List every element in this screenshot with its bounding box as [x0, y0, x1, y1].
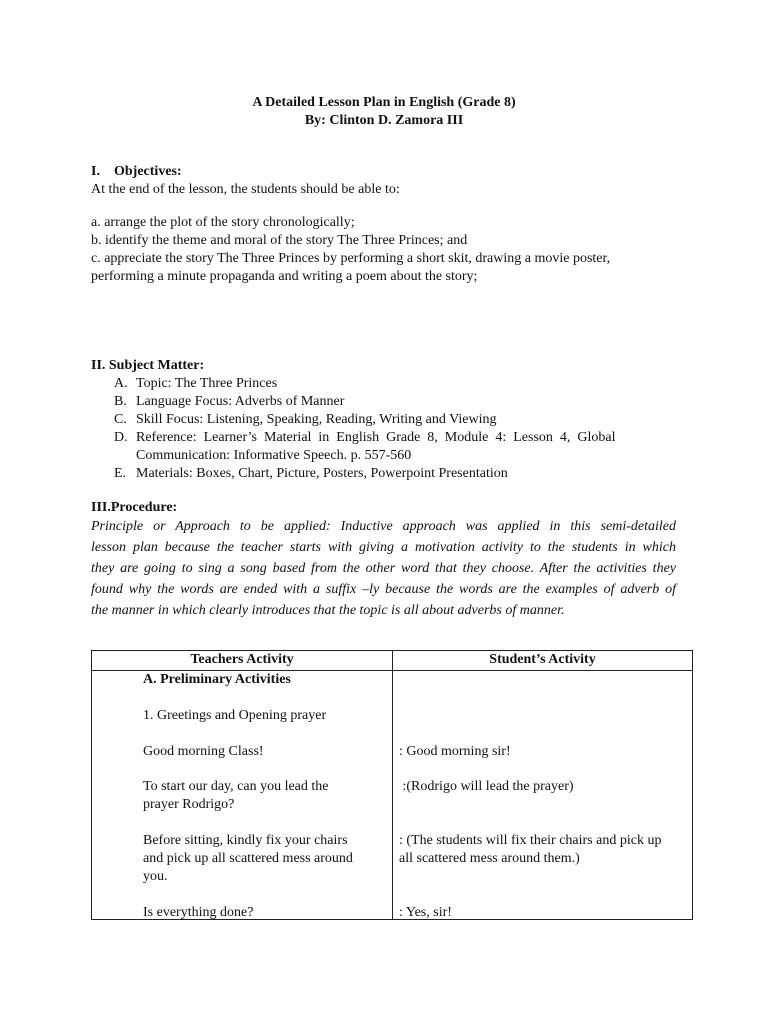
subject-item-letter: B. [114, 394, 127, 409]
subject-item-letter: E. [114, 466, 127, 481]
objective-item: b. identify the theme and moral of the story The Three Princes; and [91, 233, 468, 248]
teacher-activity-header: Teachers Activity [92, 651, 393, 671]
student-activity-cell [393, 671, 693, 920]
objectives-heading: Objectives: [114, 164, 182, 179]
subject-item-reference-continued: Communication: Informative Speech. p. 557-560 [136, 448, 412, 463]
objective-item: a. arrange the plot of the story chronologically; [91, 215, 355, 230]
greetings-subheading: 1. Greetings and Opening prayer [143, 708, 327, 723]
teacher-line: you. [143, 869, 168, 884]
teacher-line: Before sitting, kindly fix your chairs [143, 833, 348, 848]
document-author: By: Clinton D. Zamora III [304, 113, 464, 128]
teacher-line: To start our day, can you lead the [143, 779, 329, 794]
procedure-text-line: lesson plan because the teacher starts with giving a motivation activity to the students in which [91, 540, 676, 555]
subject-item-reference: Reference: Learner’s Material in English Grade 8, Module 4: Lesson 4, Global [136, 430, 616, 445]
teacher-line: Is everything done? [143, 905, 254, 920]
objective-item: c. appreciate the story The Three Princes by performing a short skit, drawing a movie poster, [91, 251, 611, 266]
subject-item-skill-focus: Skill Focus: Listening, Speaking, Reading, Writing and Viewing [136, 412, 497, 427]
objective-item-continued: performing a minute propaganda and writing a poem about the story; [91, 269, 478, 284]
procedure-text-line: found why the words are ended with a suffix –ly because the words are the examples of adverb of [91, 582, 676, 597]
procedure-text-line: the manner in which clearly introduces that the topic is all about adverbs of manner. [91, 603, 565, 618]
procedure-text-line: they are going to sing a song based from the other word that they choose. After the activities they [91, 561, 676, 576]
document-title: A Detailed Lesson Plan in English (Grade 8) [252, 95, 516, 110]
teacher-line: Good morning Class! [143, 744, 264, 759]
student-line: : Good morning sir! [399, 744, 511, 759]
procedure-text-line: Principle or Approach to be applied: Inductive approach was applied in this semi-detailed [91, 519, 676, 534]
student-activity-header: Student’s Activity [393, 651, 693, 671]
procedure-heading: III.Procedure: [91, 500, 178, 515]
student-line: all scattered mess around them.) [399, 851, 580, 866]
activities-table [91, 650, 693, 920]
subject-matter-heading: II. Subject Matter: [91, 358, 205, 373]
subject-item-letter: D. [114, 430, 128, 445]
student-line: : (The students will fix their chairs and pick up [399, 833, 662, 848]
subject-item-letter: A. [114, 376, 128, 391]
student-line: :(Rodrigo will lead the prayer) [399, 779, 574, 794]
teacher-activity-cell [92, 671, 393, 920]
subject-item-letter: C. [114, 412, 127, 427]
teacher-line: and pick up all scattered mess around [143, 851, 353, 866]
preliminary-activities-heading: A. Preliminary Activities [143, 672, 291, 687]
subject-item-materials: Materials: Boxes, Chart, Picture, Posters, Powerpoint Presentation [136, 466, 508, 481]
objectives-intro: At the end of the lesson, the students should be able to: [91, 182, 400, 197]
subject-item-language-focus: Language Focus: Adverbs of Manner [136, 394, 345, 409]
subject-item-topic: Topic: The Three Princes [136, 376, 278, 391]
student-line: : Yes, sir! [399, 905, 452, 920]
objectives-heading-number: I. [91, 164, 100, 179]
teacher-line: prayer Rodrigo? [143, 797, 235, 812]
